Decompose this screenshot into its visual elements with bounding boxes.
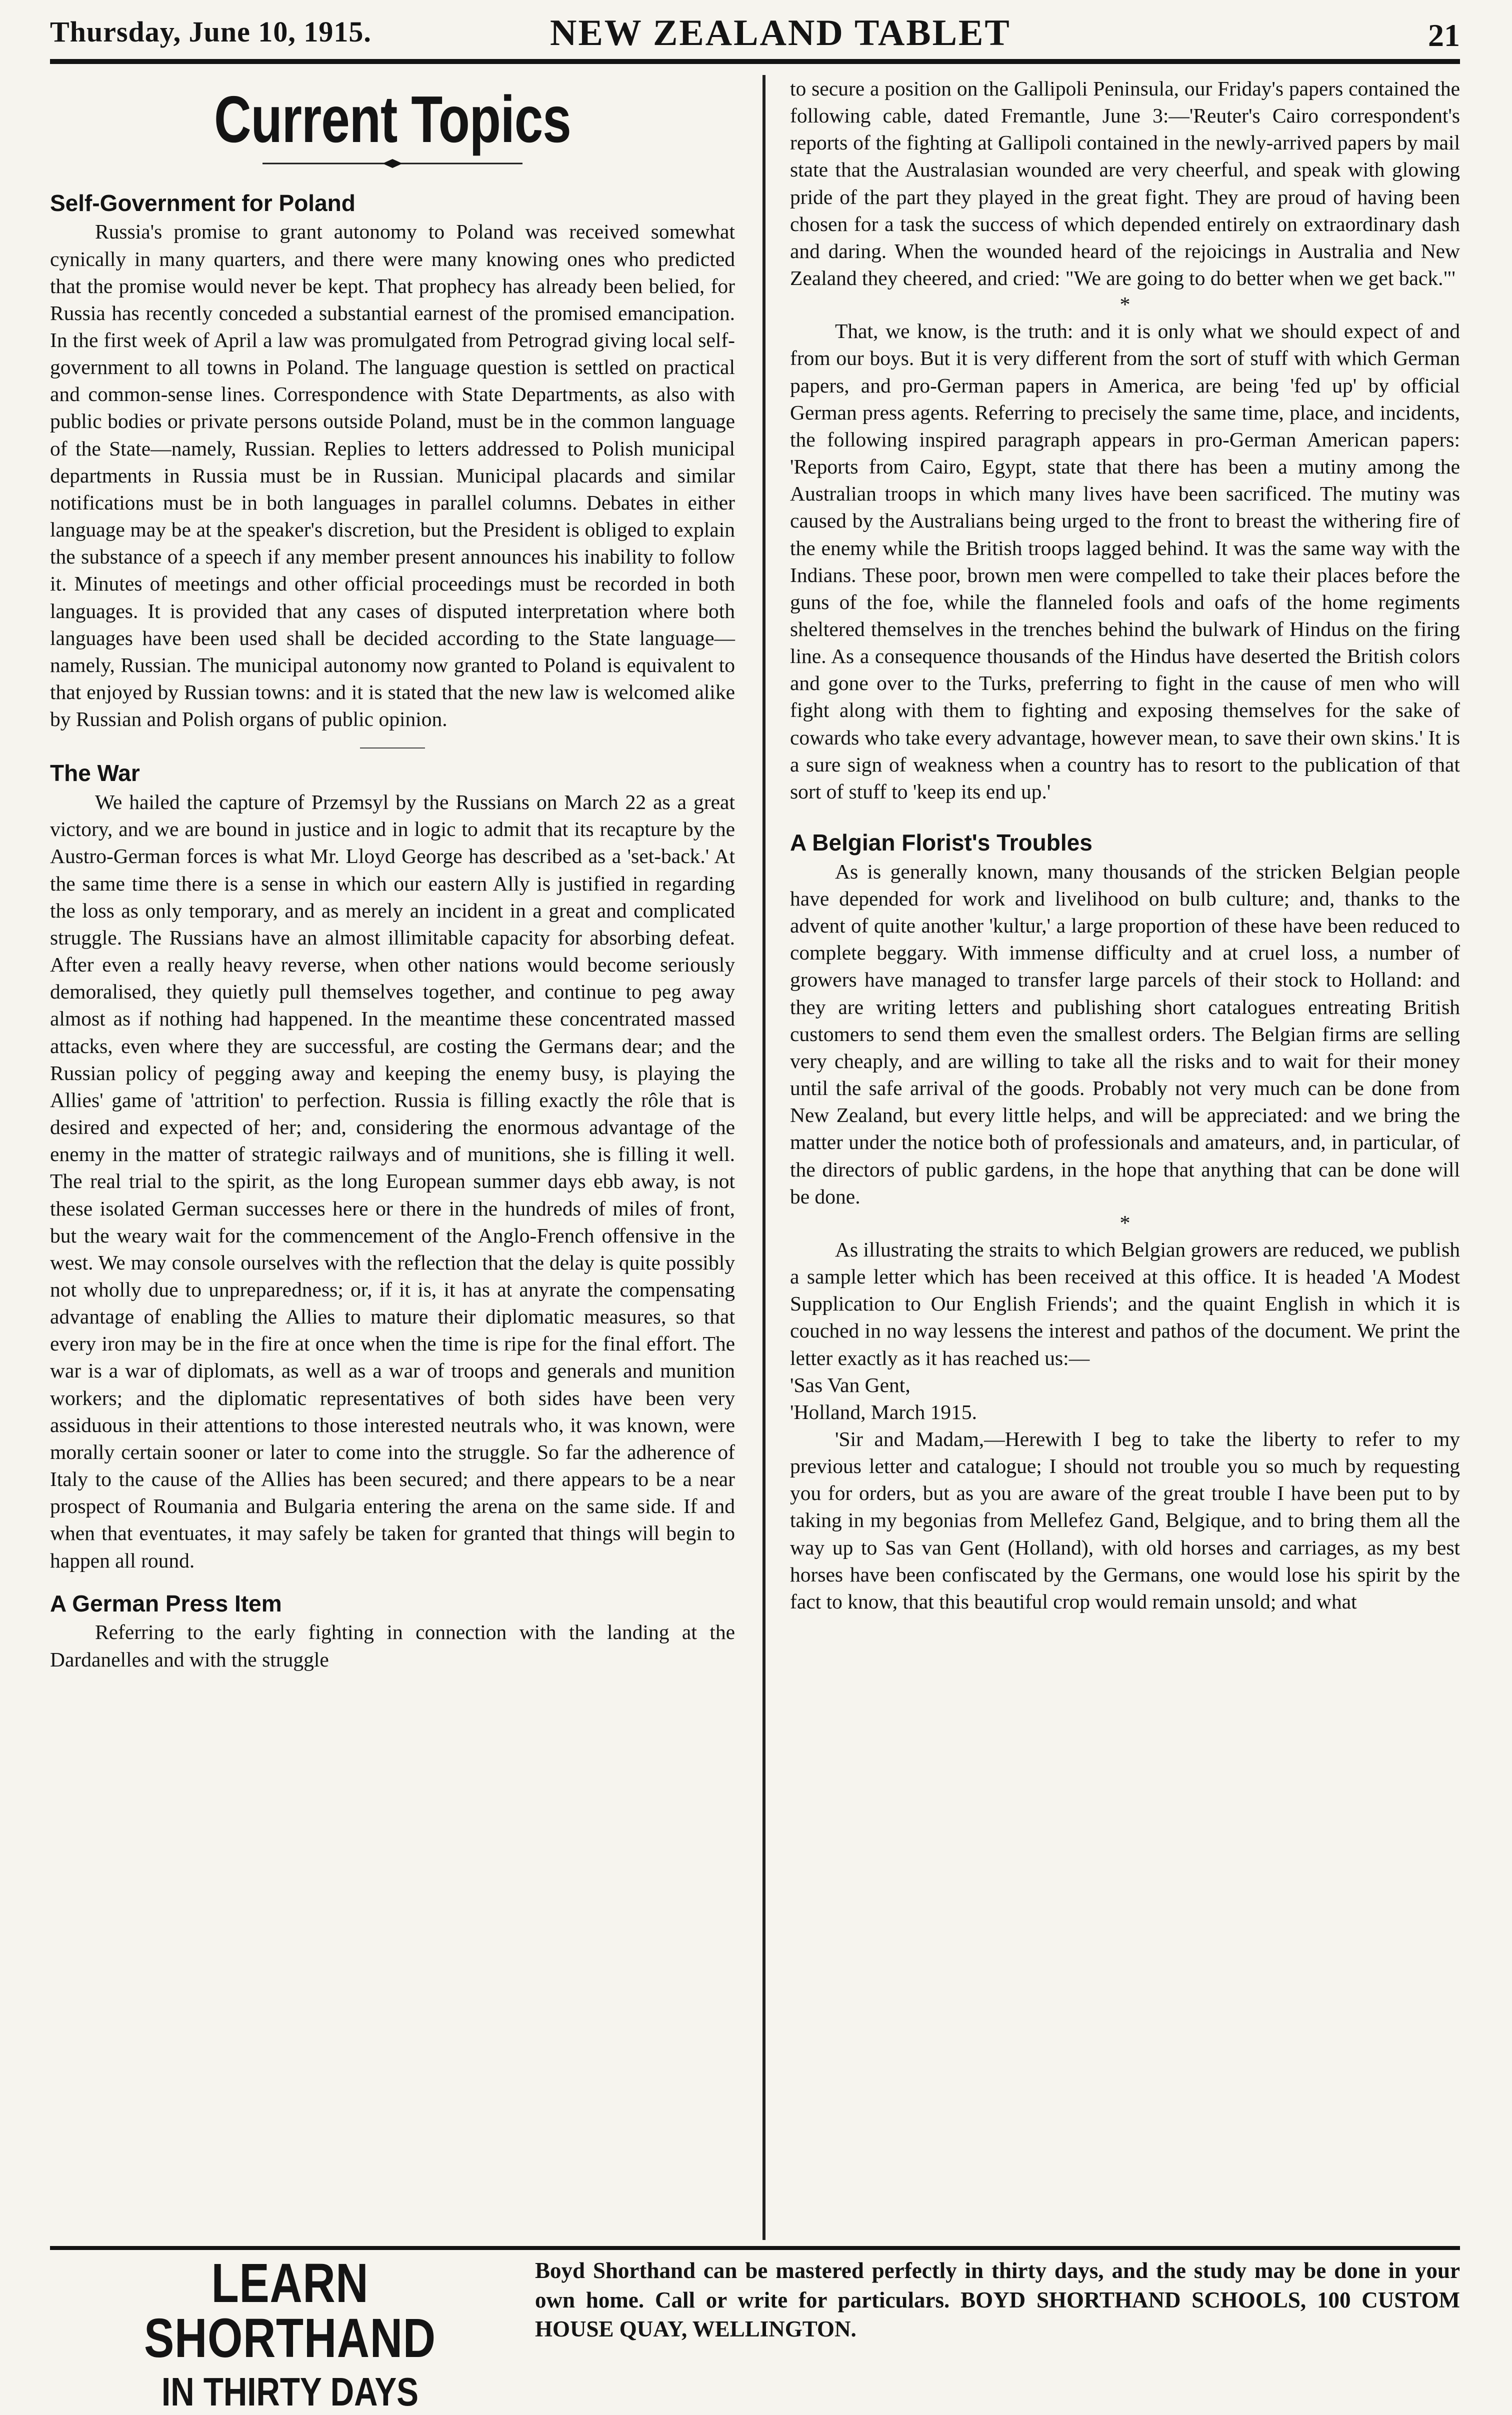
- section-title-war: The War: [50, 760, 140, 786]
- footer-rule: [50, 2246, 1460, 2250]
- letter-body: 'Sir and Madam,—Herewith I beg to take the liberty to refer to my previous letter and catalogue; I should not trouble you so much by requesting you for orders, but as you are aware of the great trouble I have been put to by taking in my begonias from Mellefez Gand, Belgique, and to bring them all the way up to Sas van Gent (Holland), with old horses and carriages, as my best horses have been confiscated by the Germans, one would lose his spirit by the fact to know, that this beautiful crop would remain unsold; and what: [790, 1427, 1460, 1613]
- article-paragraph: Referring to the early fighting in connection with the landing at the Dardanelles and with the struggle: [50, 1620, 735, 1671]
- masthead: [50, 10, 1460, 60]
- article-paragraph: to secure a position on the Gallipoli Peninsula, our Friday's papers contained the following cable, dated Fremantle, June 3:—'Reuter's Cairo correspondent's reports of the fighting at Gallipoli contained in the newly-arrived papers by mail state that the Australasian wounded are very cheerful, and speak with glowing pride of the part they played in the great fight. They are proud of having been chosen for a task the success of which depended entirely on extraordinary dash and daring. When the wounded heard of the rejoicings in Australia and New Zealand they cheered, and cried: "We are going to do better when we get back."': [790, 77, 1460, 290]
- publication-title: NEW ZEALAND TABLET: [550, 12, 1011, 54]
- article-paragraph: We hailed the capture of Przemsyl by the Russians on March 22 as a great victory, and we are bound in justice and in logic to admit that its recapture by the Austro-German forces is what Mr. Lloyd George has described as a 'set-back.' At the same time there is a sense in which our eastern Ally is justified in regarding the loss as only temporary, and as merely an incident in a great and complicated struggle. The Russians have an almost illimitable capacity for absorbing defeat. After even a really heavy reverse, when other nations would become seriously demoralised, they quietly pull themselves together, and continue to peg away almost as if nothing had happened. In the meantime these concentrated massed attacks, even where they are successful, are costing the Germans dear; and the Russian policy of pegging away and keeping the enemy busy, is playing the Allies' game of 'attrition' to perfection. Russia is filling exactly the rôle that is desired and expected of her; and, considering the enormous advantage of the enemy in the matter of strategic railways and of munitions, she is filling it well. The real trial to the spirit, as the long European summer days ebb away, is not these isolated German successes here or there in the hundreds of miles of front, but the weary wait for the commencement of the Anglo-French offensive in the west. We may console ourselves with the reflection that the delay is quite possibly not wholly due to unpreparedness; or, if it is, it has at anyrate the compensating advantage of enabling the Allies to mature their diplomatic measures, so that every iron may be in the fire at once when the time is ripe for the final effort. The war is a war of diplomats, as well as a war of troops and generals and munition workers; and the diplomatic representatives of both sides have been very assiduous in their attentions to those interested neutrals who, it was known, were morally certain sooner or later to come into the struggle. So far the adherence of Italy to the cause of the Allies has been secured; and there appears to be a near prospect of Roumania and Bulgaria entering the arena on the same side. If and when that eventuates, it may safely be taken for granted that things will begin to happen all round.: [50, 790, 735, 1572]
- ad-subheadline: IN THIRTY DAYS: [162, 2370, 418, 2414]
- article-paragraph: As is generally known, many thousands of the stricken Belgian people have depended for work and livelihood on bulb culture; and, thanks to the advent of quite another 'kultur,' a large proportion of these have been reduced to complete beggary. With immense difficulty and at cruel loss, a number of growers have managed to transfer large parcels of their stock to Holland: and they are writing letters and publishing short catalogues entreating British customers to send them even the smallest orders. The Belgian firms are selling very cheaply, and are willing to take all the risks and to wait for their money until the safe arrival of the goods. Probably not very much can be done from New Zealand, but every little helps, and will be appreciated: and we bring the matter under the notice both of professionals and amateurs, and, in particular, of the directors of public gardens, in the hope that anything that can be done will be done.: [790, 860, 1460, 1208]
- ad-headline: LEARN SHORTHAND: [144, 2252, 436, 2369]
- right-column: [790, 75, 1460, 1615]
- article-paragraph: Russia's promise to grant autonomy to Poland was received somewhat cynically in many quarters, and there were many knowing ones who predicted that the promise would never be kept. That prophecy has already been belied, for Russia has recently conceded a substantial earnest of the promised emancipation. In the first week of April a law was promulgated from Petrograd giving local self-government to all towns in Poland. The language question is settled on practical and common-sense lines. Correspondence with State Departments, as also with public bodies or private persons outside Poland, must be in the common language of the State—namely, Russian. Replies to letters addressed to Polish municipal departments in Russia must be in Russian. Municipal placards and similar notifications must be in both languages in parallel columns. Debates in either language may be at the speaker's discretion, but the President is obliged to explain the substance of a speech if any member present announces his inability to follow it. Minutes of meetings and other official proceedings must be recorded in both languages. It is provided that any cases of disputed interpretation where both languages have been used shall be decided according to the State language—namely, Russian. The municipal autonomy now granted to Poland is equivalent to that enjoyed by Russian towns: and it is stated that the new law is welcomed alike by Russian and Polish organs of public opinion.: [50, 220, 735, 731]
- separator-star: *: [1120, 1212, 1130, 1235]
- left-column: [50, 75, 735, 1673]
- section-title-german-press: A German Press Item: [50, 1590, 282, 1616]
- heading-ornament: [262, 158, 522, 168]
- issue-date: Thursday, June 10, 1915.: [50, 16, 372, 48]
- column-divider: [762, 75, 766, 2240]
- ad-headline-block: [50, 2252, 530, 2415]
- section-title-poland: Self-Government for Poland: [50, 190, 356, 216]
- letter-place: 'Sas Van Gent,: [790, 1373, 910, 1396]
- page-number: 21: [1428, 18, 1460, 53]
- section-title-belgian-florist: A Belgian Florist's Troubles: [790, 830, 1092, 856]
- article-paragraph: As illustrating the straits to which Belgian growers are reduced, we publish a sample letter which has been received at this office. It is headed 'A Modest Supplication to Our English Friends'; and the quaint English in which it is couched in no way lessens the interest and pathos of the document. We print the letter exactly as it has reached us:—: [790, 1238, 1460, 1370]
- shorthand-advertisement: [50, 2252, 1460, 2414]
- letter-date: 'Holland, March 1915.: [790, 1400, 977, 1424]
- masthead-rule: [50, 59, 1460, 64]
- separator-star: *: [1120, 294, 1130, 317]
- page-heading: Current Topics: [214, 82, 571, 156]
- ad-body: Boyd Shorthand can be mastered perfectly in thirty days, and the study may be done in your own home. Call or write for particulars. BOYD SHORTHAND SCHOOLS, 100 CUSTOM HOUSE QUAY, WELLINGTON.: [535, 2258, 1460, 2342]
- article-paragraph: That, we know, is the truth: and it is only what we should expect of and from our boys. But it is very different from the sort of stuff with which German papers, and pro-German papers in America, are being 'fed up' by official German press agents. Referring to precisely the same time, place, and incidents, the following inspired paragraph appears in pro-German American papers: 'Reports from Cairo, Egypt, state that there has been a mutiny among the Australian troops in which many lives have been sacrificed. The mutiny was caused by the Australians being urged to the front to breast the withering fire of the enemy while the British troops lagged behind. It was the same way with the Indians. These poor, brown men were compelled to take their places before the guns of the foe, while the flanneled fools and oafs of the home regiments sheltered themselves in the trenches behind the bulwark of Hindus on the firing line. As a consequence thousands of the Hindus have deserted the British colors and gone over to the Turks, preferring to fight in the cause of men who will fight along with them to fighting and exposing themselves for the sake of cowards who take every advantage, however mean, to save their own skins.' It is a sure sign of weakness when a country has to resort to the publication of that sort of stuff to 'keep its end up.': [790, 320, 1460, 803]
